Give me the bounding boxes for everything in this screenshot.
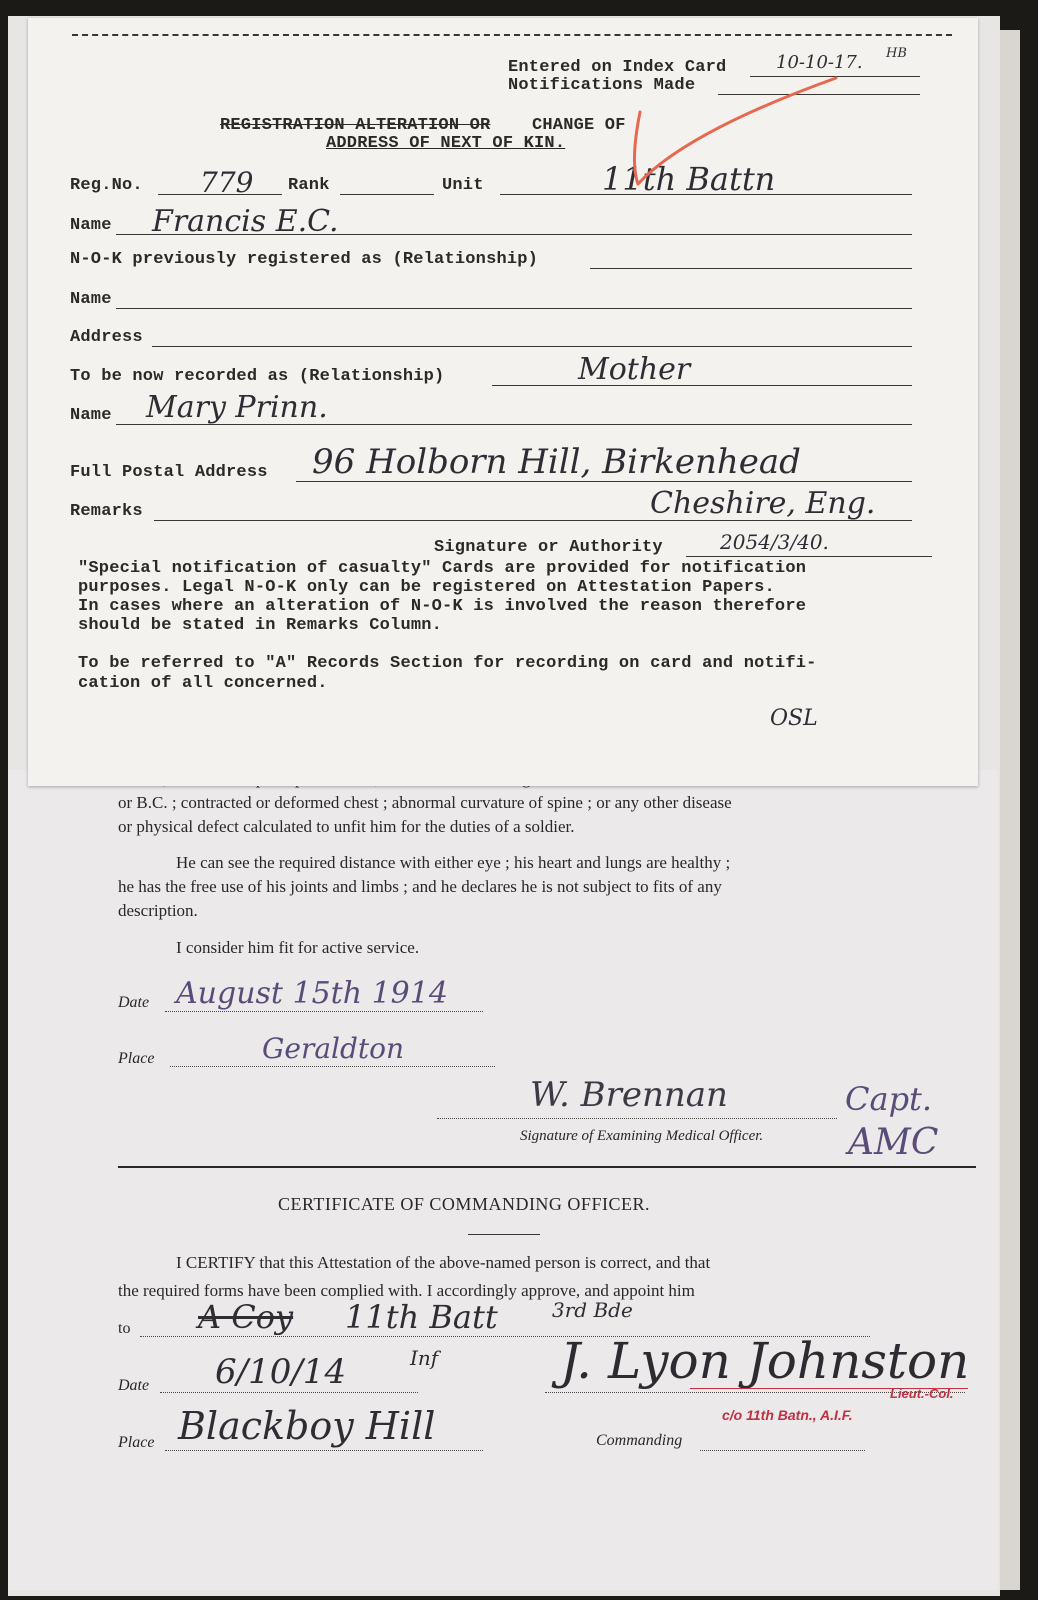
- medical-line-5: he has the free use of his joints and limbs ; and he declares he is not subject to fits of any: [118, 877, 722, 896]
- slip-top-perforation: [72, 34, 952, 36]
- certificate-heading: CERTIFICATE OF COMMANDING OFFICER.: [278, 1194, 650, 1214]
- medical-signature-caption: Signature of Examining Medical Officer.: [520, 1128, 764, 1144]
- signature-line: [686, 556, 932, 557]
- heading-rule: [468, 1234, 540, 1235]
- medical-date-label: Date: [118, 994, 150, 1011]
- certificate-text-1: I CERTIFY that this Attestation of the above-named person is correct, and that: [176, 1253, 711, 1272]
- medical-place-value: Geraldton: [262, 1032, 405, 1065]
- medical-line-2: or B.C. ; contracted or deformed chest ; abnormal curvature of spine ; or any other disease: [118, 793, 732, 812]
- name-label: Name: [70, 216, 112, 235]
- medical-line-6: description.: [118, 901, 198, 920]
- now-recorded-value: Mother: [578, 352, 691, 387]
- commanding-officer-signature: J. Lyon Johnston: [560, 1332, 970, 1390]
- postal-address-label: Full Postal Address: [70, 463, 268, 482]
- medical-date-line: [165, 1011, 483, 1012]
- medical-line-7: I consider him fit for active service.: [176, 938, 420, 957]
- note-line-1: "Special notification of casualty" Cards are provided for notification: [78, 559, 807, 578]
- rank-label: Rank: [288, 176, 330, 195]
- medical-place-line: [170, 1066, 495, 1067]
- commanding-label: Commanding: [596, 1432, 683, 1449]
- certificate-brigade-note: 3rd Bde: [552, 1298, 633, 1322]
- certificate-date-label: Date: [118, 1377, 150, 1394]
- remarks-value: Cheshire, Eng.: [650, 486, 876, 521]
- title-text: CHANGE OF: [532, 116, 626, 135]
- notifications-label: Notifications Made: [508, 76, 696, 95]
- note-line-4: should be stated in Remarks Column.: [78, 616, 443, 635]
- certificate-infantry-note: Inf: [410, 1346, 439, 1370]
- certificate-to-label: to: [118, 1320, 131, 1337]
- regno-label: Reg.No.: [70, 176, 143, 195]
- signature-label: Signature or Authority: [434, 538, 663, 557]
- section-divider: [118, 1166, 976, 1168]
- previous-name-line: [116, 308, 912, 309]
- certificate-to-value: 11th Batt: [345, 1298, 498, 1336]
- clerk-initials: OSL: [770, 706, 818, 731]
- referral-line-2: cation of all concerned.: [78, 674, 328, 693]
- note-line-2: purposes. Legal N-O-K only can be registered on Attestation Papers.: [78, 578, 775, 597]
- unit-label: Unit: [442, 176, 484, 195]
- sheet-edge: [1000, 30, 1020, 1590]
- nok-previous-label: N-O-K previously registered as (Relationship): [70, 250, 539, 269]
- index-card-date: 10-10-17.: [776, 52, 863, 73]
- certificate-to-struck: A Coy: [198, 1298, 294, 1336]
- medical-line-3: or physical defect calculated to unfit him for the duties of a soldier.: [118, 817, 575, 836]
- now-recorded-label: To be now recorded as (Relationship): [70, 367, 445, 386]
- medical-rank-note: Capt.: [845, 1080, 933, 1118]
- medical-date-value: August 15th 1914: [176, 976, 448, 1011]
- medical-place-label: Place: [118, 1050, 155, 1067]
- certificate-date-line: [160, 1392, 418, 1393]
- nok-change-slip: [28, 18, 978, 786]
- title-struck-text: REGISTRATION ALTERATION OR: [220, 116, 491, 135]
- referral-line-1: To be referred to "A" Records Section for recording on card and notifi-: [78, 654, 817, 673]
- red-pencil-tick: [626, 72, 846, 190]
- medical-signature-line: [437, 1118, 837, 1119]
- remarks-label: Remarks: [70, 502, 143, 521]
- index-card-label: Entered on Index Card: [508, 58, 727, 77]
- name-value: Francis E.C.: [152, 204, 339, 239]
- new-name-value: Mary Prinn.: [146, 390, 328, 425]
- now-recorded-line: [492, 385, 912, 386]
- regno-value: 779: [200, 166, 254, 199]
- address-label: Address: [70, 328, 143, 347]
- certificate-text-2: the required forms have been complied with. I accordingly approve, and appoint him: [118, 1281, 695, 1300]
- medical-officer-signature: W. Brennan: [530, 1075, 728, 1115]
- new-name-label: Name: [70, 406, 112, 425]
- title-line-2: ADDRESS OF NEXT OF KIN.: [326, 134, 566, 153]
- rank-line: [340, 194, 434, 195]
- commanding-line: [700, 1450, 865, 1451]
- medical-line-4: He can see the required distance with either eye ; his heart and lungs are healthy ;: [176, 853, 731, 872]
- stamp-unit: c/o 11th Batn., A.I.F.: [722, 1407, 853, 1423]
- certificate-place-line: [165, 1450, 483, 1451]
- nok-previous-line: [590, 268, 912, 269]
- stamp-rank: Lieut.-Col.: [890, 1386, 954, 1401]
- certificate-date-value: 6/10/14: [215, 1352, 347, 1392]
- unit-value: 11th Battn: [602, 160, 776, 198]
- postal-address-value: 96 Holborn Hill, Birkenhead: [312, 442, 801, 482]
- note-line-3: In cases where an alteration of N-O-K is involved the reason therefore: [78, 597, 807, 616]
- previous-name-label: Name: [70, 290, 112, 309]
- index-card-initials: HB: [886, 46, 907, 61]
- certificate-place-value: Blackboy Hill: [178, 1404, 436, 1448]
- medical-corps-note: AMC: [848, 1122, 939, 1163]
- signature-value: 2054/3/40.: [720, 530, 829, 554]
- certificate-place-label: Place: [118, 1434, 155, 1451]
- address-line: [152, 346, 912, 347]
